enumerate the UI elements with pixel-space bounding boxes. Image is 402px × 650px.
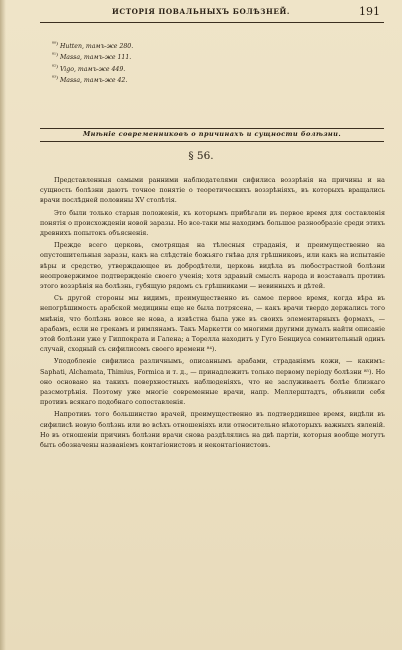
paragraph: Прежде всего церковь, смотрящая на тѣлесныя страданія, и преимущественно на опустошительныя заразы, какъ на слѣдствіе божьяго гнѣва для грѣшниковъ, или какъ на испытаніе вѣры и средство, утверждающее въ добродѣтели, церковь видѣла въ любострастной болѣзни неопровержимое подтвержденіе своего ученія; хотя здравый смыслъ народа и возставалъ противъ этого воззрѣнія на болѣзнь, губящую рядомъ съ грѣшниками — невинныхъ и дѣтей.: [40, 241, 385, 291]
running-title: ИСТОРІЯ ПОВАЛЬНЫХЪ БОЛѢЗНЕЙ.: [111, 7, 290, 16]
page-binding-shadow: [0, 0, 6, 650]
paragraph: Напротивъ того большинство врачей, преимущественно въ подтвердившее время, видѣли въ сифилисѣ новую болѣзнь или во всѣхъ отношеніяхъ или относительно нѣкоторыхъ важныхъ явленій. Но въ отношеніи причинъ болѣзни врачи снова раздѣлялись на двѣ партіи, которыя вообще могутъ быть обозначены названіемъ контагіонистовъ и неконтагіонистовъ.: [40, 410, 385, 450]
footnote-list: [52, 40, 252, 86]
header-rule: [40, 22, 384, 23]
paragraph: Съ другой стороны мы видимъ, преимущественно въ самое первое время, когда вѣра въ непогрѣшимость арабской медицины еще не была потрясена, — какъ врачи твердо держались того мнѣнія, что болѣзнь вовсе не нова, а извѣстна была уже въ своихъ элементарныхъ формахъ, — арабамъ, если не грекамъ и римлянамъ. Такъ Маркетти со многими другими думалъ найти описаніе этой болѣзни уже у Гиппократа и Галена; а Торелла находитъ у Гуго Бенциуса сомнительный одинъ случай, сходный съ сифилисомъ своего времени ⁸⁴).: [40, 294, 385, 354]
footnote: [52, 63, 252, 74]
footnote-mark: ⁸²): [52, 63, 58, 70]
paragraph: Это были только старыя положенія, къ которымъ прибѣгали въ первое время для составленія понятія о происхожденіи новой заразы. Но все-таки мы находимъ большое разнообразіе среди этихъ древнихъ попытокъ объясненія.: [40, 208, 385, 238]
section-rule-bottom: [40, 141, 384, 142]
body-text: [40, 175, 385, 450]
footnote: [52, 74, 252, 85]
footnote-text: Massa, тамъ-же 111.: [59, 54, 132, 62]
footnote-text: Hutten, тамъ-же 280.: [59, 43, 134, 51]
footnote-mark: ⁸³): [52, 75, 58, 82]
paragraph: Уподобленіе сифилиса различнымъ, описаннымъ арабами, страданіямъ кожи, — какимъ: Saphati, Alchamata, Thimius, Formica и т. д., — принадлежитъ только первому періоду болѣзни ⁸⁵). Но оно основано на такихъ поверхностныхъ наблюденіяхъ, что не заслуживаетъ болѣе близкаго разсмотрѣнія. Поэтому уже многіе современные врачи, напр. Меллерштадтъ, объявили себя противъ всякаго подобнаго сопоставленія.: [40, 357, 385, 407]
page-number: 191: [359, 5, 380, 18]
footnote-text: Massa, тамъ-же 42.: [59, 77, 128, 85]
footnote-mark: ⁸¹): [52, 52, 58, 59]
footnote-mark: ⁸⁰): [52, 41, 58, 47]
section-heading: Мнѣніе современниковъ о причинахъ и сущности болѣзни.: [82, 130, 342, 138]
section-rule-top: [40, 128, 384, 129]
paragraph: Представленныя самыми ранними наблюдателями сифилиса воззрѣнія на причины и на сущность болѣзни даютъ точное понятіе о теоретическихъ воззрѣніяхъ, въ которыхъ вращались врачи послѣдней половины XV столѣтія.: [40, 176, 385, 205]
section-number: § 56.: [188, 150, 214, 162]
footnote: [52, 51, 252, 62]
footnote: [52, 40, 252, 51]
footnote-text: Vigo, тамъ-же 449.: [59, 66, 126, 73]
running-head: [0, 6, 402, 20]
